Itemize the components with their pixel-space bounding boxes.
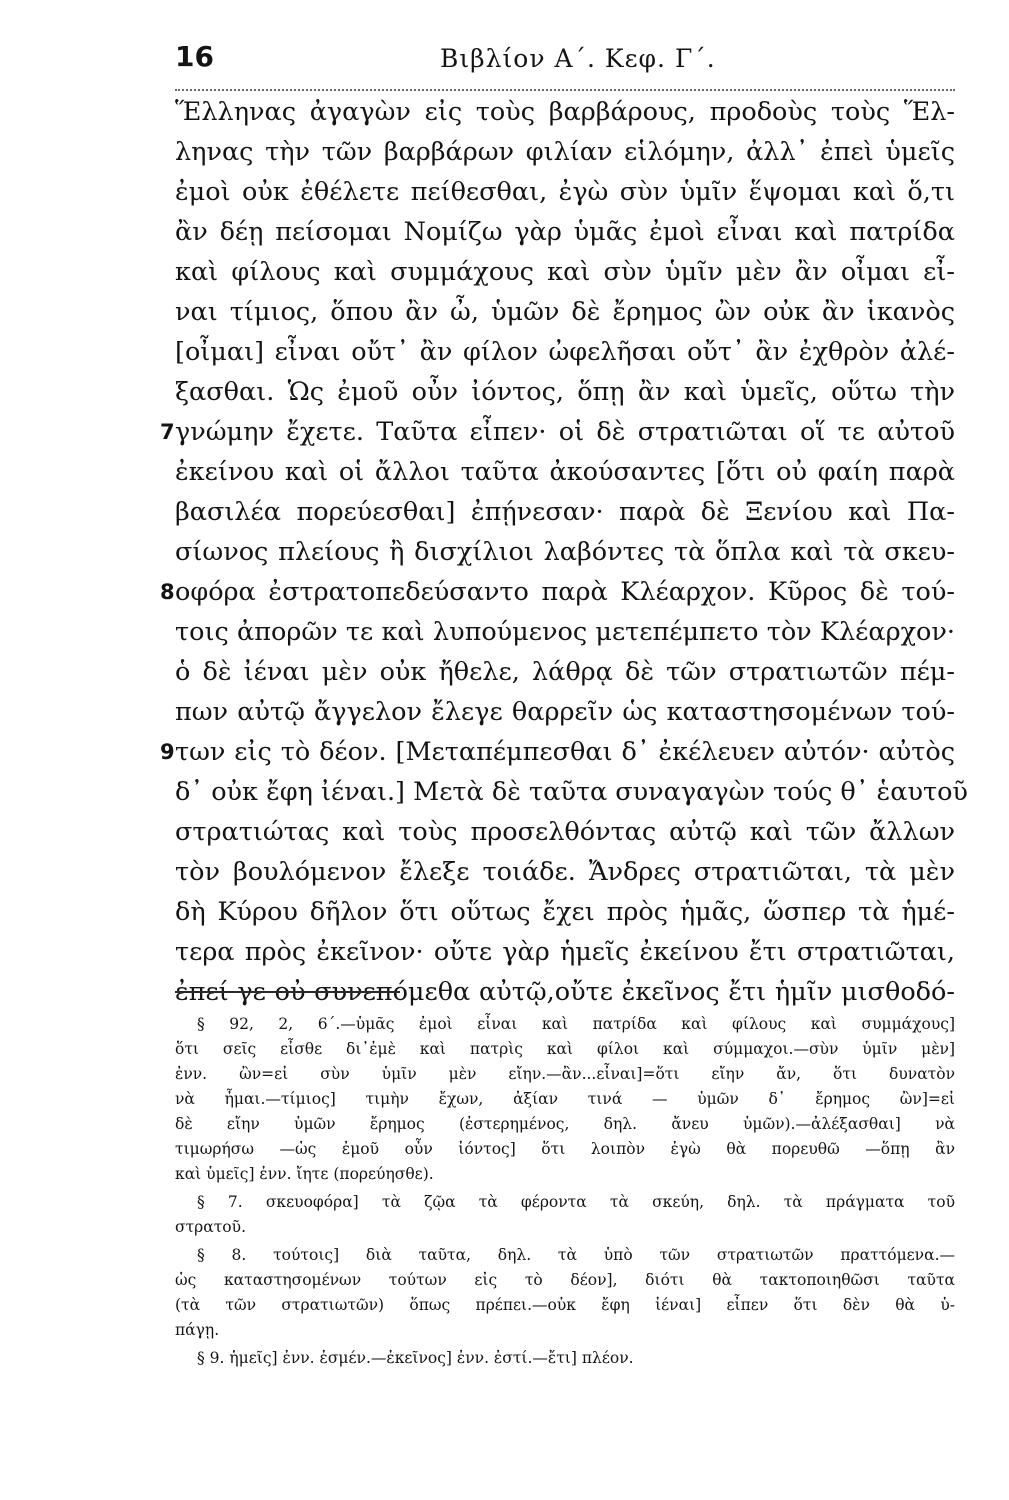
footnote-line: καὶ ὑμεῖς] ἐνν. ἴητε (πορεύησθε).: [175, 1165, 434, 1183]
text-line: ἂν δέῃ πείσομαι Νομίζω γὰρ ὑμᾶς ἐμοὶ εἶναι καὶ πατρίδα: [175, 217, 955, 247]
footnote-line: § 9. ἡμεῖς] ἐνν. ἐσμέν.—ἐκεῖνος] ἐνν. ἐστί.—ἔτι] πλέον.: [197, 1349, 634, 1367]
text-line: οφόρα ἐστρατοπεδεύσαντο παρὰ Κλέαρχον. Κῦρος δὲ τού-: [175, 577, 955, 607]
text-line: ὁ δὲ ἰέναι μὲν οὐκ ἤθελε, λάθρᾳ δὲ τῶν στρατιωτῶν πέμ-: [175, 657, 955, 687]
footnote-line: ὡς καταστησομένων τούτων εἰς τὸ δέον], διότι θὰ τακτοποιηθῶσι ταῦτα: [175, 1271, 955, 1289]
footnote-line: δὲ εἴην ὑμῶν ἔρημος (ἐστερημένος, δηλ. ἄνευ ὑμῶν).—ἀλέξασθαι] νὰ: [175, 1115, 955, 1133]
text-line: βασιλέα πορεύεσθαι] ἐπῄνεσαν· παρὰ δὲ Ξενίου καὶ Πα-: [175, 497, 955, 527]
text-line: [οἶμαι] εἶναι οὔτ᾽ ἂν φίλον ὠφελῆσαι οὔτ᾽ ἂν ἐχθρὸν ἀλέ-: [175, 337, 955, 367]
footnote-line: § 8. τούτοις] διὰ ταῦτα, δηλ. τὰ ὑπὸ τῶν στρατιωτῶν πραττόμενα.—: [197, 1246, 955, 1264]
section-number: 7: [160, 420, 175, 444]
text-line: ξασθαι. Ὡς ἐμοῦ οὖν ἰόντος, ὅπῃ ἂν καὶ ὑμεῖς, οὕτω τὴν: [175, 377, 955, 407]
footnote-line: ὅτι σεῖς εἶσθε δι᾽ἐμὲ καὶ πατρὶς καὶ φίλοι καὶ σύμμαχοι.—σὺν ὑμῖν μὲν]: [175, 1040, 955, 1058]
footnote-line: πάγῃ.: [175, 1321, 220, 1339]
page-header: [175, 40, 955, 80]
text-line: τὸν βουλόμενον ἔλεξε τοιάδε. Ἄνδρες στρατιῶται, τὰ μὲν: [175, 857, 955, 887]
text-line: τοις ἀπορῶν τε καὶ λυπούμενος μετεπέμπετο τὸν Κλέαρχον·: [175, 617, 955, 647]
footnote-line: (τὰ τῶν στρατιωτῶν) ὅπως πρέπει.—οὐκ ἔφη ἰέναι] εἶπεν ὅτι δὲν θὰ ὑ-: [175, 1296, 955, 1314]
footnote-line: στρατοῦ.: [175, 1218, 246, 1236]
text-line: πων αὐτῷ ἄγγελον ἔλεγε θαρρεῖν ὡς καταστησομένων τού-: [175, 697, 955, 727]
header-rule: [175, 89, 955, 91]
text-line: δὴ Κύρου δῆλον ὅτι οὕτως ἔχει πρὸς ἡμᾶς, ὥσπερ τὰ ἡμέ-: [175, 897, 955, 927]
text-line: ἐπεί γε οὐ συνεπόμεθα αὐτῷ,οὔτε ἐκεῖνος ἔτι ἡμῖν μισθοδό-: [175, 977, 955, 1007]
footnote-line: ἐνν. ὢν=εἰ σὺν ὑμῖν μὲν εἴην.—ἂν...εἶναι]=ὅτι εἴην ἄν, ὅτι δυνατὸν: [175, 1065, 955, 1083]
text-line: ληνας τὴν τῶν βαρβάρων φιλίαν εἱλόμην, ἀλλ᾽ ἐπεὶ ὑμεῖς: [175, 137, 955, 167]
section-number: 9: [160, 740, 175, 764]
text-line: τερα πρὸς ἐκεῖνον· οὔτε γὰρ ἡμεῖς ἐκείνου ἔτι στρατιῶται,: [175, 937, 955, 967]
footnote-rule: [175, 991, 400, 993]
page-number: 16: [175, 40, 214, 73]
running-title: Βιβλίον Α΄. Κεφ. Γ΄.: [440, 44, 716, 73]
footnote-line: § 92, 2, 6΄.—ὑμᾶς ἐμοὶ εἶναι καὶ πατρίδα καὶ φίλους καὶ συμμάχους]: [197, 1015, 955, 1033]
text-line: ἐκείνου καὶ οἱ ἄλλοι ταῦτα ἀκούσαντες [ὅτι οὐ φαίη παρὰ: [175, 457, 955, 487]
text-line: καὶ φίλους καὶ συμμάχους καὶ σὺν ὑμῖν μὲν ἂν οἶμαι εἶ-: [175, 257, 955, 287]
text-line: σίωνος πλείους ἢ δισχίλιοι λαβόντες τὰ ὅπλα καὶ τὰ σκευ-: [175, 537, 955, 567]
text-line: Ἕλληνας ἀγαγὼν εἰς τοὺς βαρβάρους, προδοὺς τοὺς Ἕλ-: [175, 97, 955, 127]
text-line: δ᾽ οὐκ ἔφη ἰέναι.] Μετὰ δὲ ταῦτα συναγαγὼν τούς θ᾽ ἑαυτοῦ: [175, 777, 968, 807]
text-line: ἐμοὶ οὐκ ἐθέλετε πείθεσθαι, ἐγὼ σὺν ὑμῖν ἕψομαι καὶ ὅ,τι: [175, 177, 955, 207]
text-line: ναι τίμιος, ὅπου ἂν ὦ, ὑμῶν δὲ ἔρημος ὢν οὐκ ἂν ἱκανὸς: [175, 297, 955, 327]
text-line: των εἰς τὸ δέον. [Μεταπέμπεσθαι δ᾽ ἐκέλευεν αὐτόν· αὐτὸς: [175, 737, 955, 767]
text-line: γνώμην ἔχετε. Ταῦτα εἶπεν· οἱ δὲ στρατιῶται οἵ τε αὐτοῦ: [175, 417, 955, 447]
footnote-line: § 7. σκευοφόρα] τὰ ζῷα τὰ φέροντα τὰ σκεύη, δηλ. τὰ πράγματα τοῦ: [197, 1193, 955, 1211]
footnote-line: νὰ ἦμαι.—τίμιος] τιμὴν ἔχων, ἀξίαν τινά — ὑμῶν δ᾽ ἔρημος ὢν]=εἰ: [175, 1090, 955, 1108]
text-line: στρατιώτας καὶ τοὺς προσελθόντας αὐτῷ καὶ τῶν ἄλλων: [175, 817, 955, 847]
footnote-line: τιμωρήσω —ὡς ἐμοῦ οὖν ἰόντος] ὅτι λοιπὸν ἐγὼ θὰ πορευθῶ —ὅπῃ ἂν: [175, 1140, 955, 1158]
section-number: 8: [160, 580, 175, 604]
